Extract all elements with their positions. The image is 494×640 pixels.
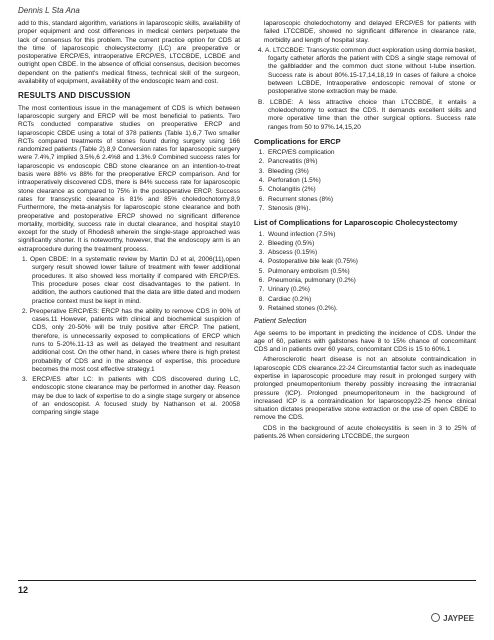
list-item: 2. Pancreatitis (8%) <box>266 158 476 166</box>
list-item: 6. Pneumonia, pulmonary (0.2%) <box>266 277 476 285</box>
heading-complications-ercp: Complications for ERCP <box>254 136 341 146</box>
ercp-complication-list <box>254 149 476 213</box>
heading-complications-lap: List of Complications for Laparoscopic Cholecystectomy <box>254 218 458 228</box>
list-item: 5. Pulmonary embolism (0.5%) <box>266 268 476 276</box>
list-item: 3. ERCP/ES after LC: In patients with CDS discovered during LC, endoscopic stone clearance may be performed in another day. Reason may be due to lack of expertise to do a single stage surgery or absence of an endoscopist. A focused study by Nathanson et al. 20058 comparing single stage <box>22 376 240 417</box>
publisher-name: JAYPEE <box>443 614 474 623</box>
list-item: 7. Stenosis (8%). <box>266 205 476 213</box>
list-item: 6. Recurrent stones (8%) <box>266 196 476 204</box>
paragraph: CDS in the background of acute cholecystitis is seen in 3 to 25% of patients.26 When considering LTCCBDE, the surgeon <box>254 424 476 441</box>
paragraph: The most contentious issue in the management of CDS is which between laparoscopic surgery and ERCP will be most beneficial to patients. Two RCTs conducted comparative studies on preoperative ERCP and laparoscopic CBDE using a total of 378 patients (Table 1).6,7 Two smaller RCTs compared treatments of stones found during surgery using 166 randomized patients (Table 2).8,9 Conversion rates for laparoscopic surgery were 7.4%,7 implied 3.5%,6 2.4%8 and 1.3%.9 Combined success rates for laparoscopic vs endoscopic CBD stone clearance on an intention-to-treat basis were 88% vs 88% for the preoperative ERCP comparison. And for intraoperatively discovered CDS, there is 84% success rate for laparoscopic stone clearance as compared to 75% in the postoperative ERCP. Success rates for transcystic clearance is 81% and 85% choledochotomy.8,9 Furthermore, the meta-analysis for laparoscopic stone clearance and both preoperative and postoperative ERCP showed no significant difference mortality, morbidity, success rate in ductal clearance, and hospital stay10 except for the study of Rhodes8 wherein the single-stage approached was significantly shorter. It is noteworthy, however, that the endoscopy arm is an extraprocedure during the treatment process. <box>18 104 240 253</box>
list-item: 1. Wound infection (7.5%) <box>266 231 476 239</box>
right-column <box>254 20 476 443</box>
list-item: 9. Retained stones (0.2%). <box>266 305 476 313</box>
list-item: 2. Preoperative ERCP/ES: ERCP has the ability to remove CDS in 90% of cases.11 However, patients with clinical and biochemical suspicion of CDS, only 20-50% will be truly positive after ERCP. The patient, therefore, is unnecessarily exposed to complications of ERCP which runs to 5-20%.11-13 as well as delayed the treatment and resultant additional cost. On the other hand, in cases where there is high pretest probability of CDS and in the absence of expertise, this procedure becomes the most cost effective strategy.1 <box>22 307 240 373</box>
section-heading-results: RESULTS AND DISCUSSION <box>18 91 131 101</box>
list-item: 4. Perforation (1.5%) <box>266 177 476 185</box>
running-head: Dennis L Sta Ana <box>18 6 80 15</box>
list-item: 2. Bleeding (0.5%) <box>266 240 476 248</box>
page-number: 12 <box>18 585 29 595</box>
list-item: 3. Abscess (0.15%) <box>266 249 476 257</box>
list-item: B. LCBDE: A less attractive choice than LTCCBDE, it entails a choledochotomy to extract the CDS. It demands excellent skills and more operative time than the other surgical options. Success rate ranges from 50 to 97%.14,15,20 <box>258 98 476 131</box>
list-item: 1. ERCP/ES complication <box>266 149 476 157</box>
left-column <box>18 20 240 420</box>
footer-rule <box>18 580 476 581</box>
list-item: 7. Urinary (0.2%) <box>266 286 476 294</box>
list-item: 3. Bleeding (3%) <box>266 168 476 176</box>
list-item: 8. Cardiac (0.2%) <box>266 296 476 304</box>
list-item: 5. Cholangitis (2%) <box>266 186 476 194</box>
logo-icon <box>431 613 440 622</box>
list-item: 4. Postoperative bile leak (0.75%) <box>266 258 476 266</box>
paragraph: laparoscopic choledochotomy and delayed ERCP/ES for patients with failed LTCCBDE, showed no significant difference in clearance rate, morbidity and length of hospital stay. <box>264 20 476 44</box>
lap-complication-list <box>254 231 476 314</box>
paragraph: Age seems to be important in predicting the incidence of CDS. Under the age of 60, patients with gallstones have 8 to 15% chance of concomitant CDS and in patients over 60 years, concomitant CDS is 15 to 60%.1 <box>254 329 476 354</box>
paragraph: add to this, standard algorithm, variations in laparoscopic skills, availability of proper equipment and cost differences in medical centers perpetuate the lack of consensus for this problem. The current practice option for CDS at the time of laparoscopic cholecystectomy (LC) are preoperative or postoperative ERCP/ES, intraoperative ERCP/ES, LTCCBDE, LCBDE and outright open CBDE. In the absence of official consensus, decision becomes dependent on the patient's medical fitness, technical skill of the surgeon, availability of equipment, availability of the endoscopic team and cost. <box>18 20 240 86</box>
publisher-logo <box>431 613 474 623</box>
list-item: 1. Open CBDE: In a systematic review by Martin DJ et al, 2006(11),open surgery result showed lower failure of treatment with fewer additional procedures. It also showed less mortality if compared with ERCP/ES. This procedure poses clear cost disadvantages to the patient. In addition, the authors cautioned that the data are little dated and modern practice context must be kept in mind. <box>22 256 240 305</box>
paragraph: Atherosclerotic heart disease is not an absolute contraindication in laparoscopic CDS clearance.22-24 Circumstantial factor such as inadequate expertise in laparoscopic procedure may result in prolonged surgery with prolonged pneumoperitonium thereby possibly increasing the intracranial pressure (ICP). Prolonged pneumoperitoneum in the background of increased ICP is a contraindication for laparoscopy22-25 hence clinical situation dictates preoperative stone extraction or the use of open CBDE to remove the CDS. <box>254 356 476 422</box>
heading-patient-selection: Patient Selection <box>254 318 307 326</box>
list-item: 4. A. LTCCBDE: Transcystic common duct exploration using dormia basket, fogarty catheter affords the patient with CDS a single stage removal of the gallbladder and the common duct stone without t-tube insertion. Success rate is about 80%.15-17,14,18,19 In cases of failure a choice between LCBDE, Intraoperative endoscopic removal of stone or postoperative stone extraction may be made. <box>258 46 476 96</box>
